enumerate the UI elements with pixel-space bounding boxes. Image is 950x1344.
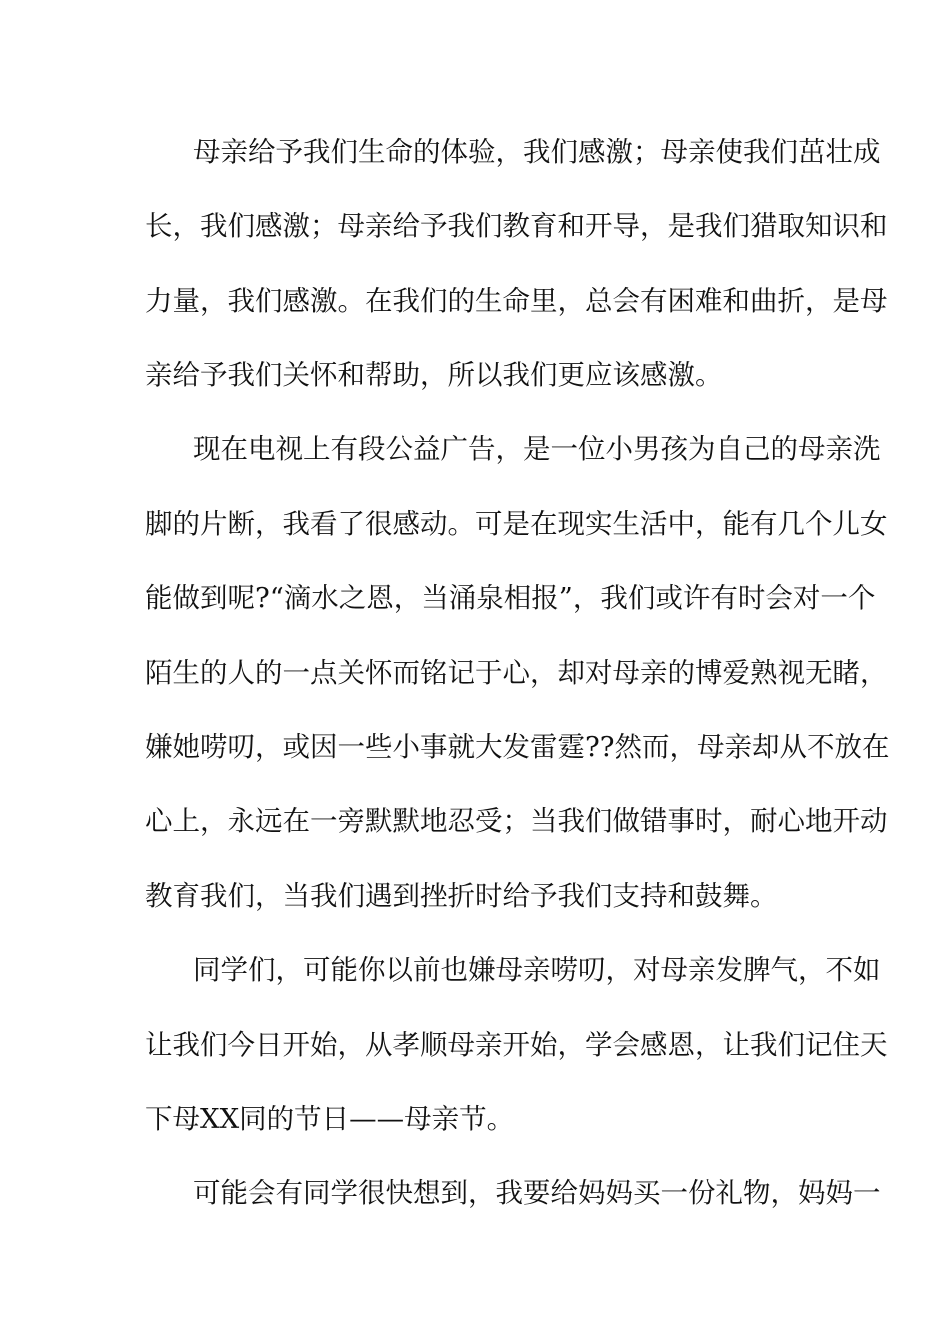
line-text: 同学们，可能你以前也嫌母亲唠叨，对母亲发脾气，不如 <box>193 954 881 986</box>
line-text: 长，我们感激；母亲给予我们教育和开导，是我们猎取知识和 <box>145 210 888 242</box>
paragraph-2-line-7 <box>0 876 950 916</box>
line-text: 现在电视上有段公益广告，是一位小男孩为自己的母亲洗 <box>193 433 881 465</box>
paragraph-3-line-2 <box>0 1025 950 1065</box>
line-text: 脚的片断，我看了很感动。可是在现实生活中，能有几个儿女 <box>145 508 888 540</box>
paragraph-1-line-3 <box>0 281 950 321</box>
line-text: 下母XX同的节日——母亲节。 <box>145 1103 515 1135</box>
paragraph-4-line-1 <box>0 1173 950 1213</box>
line-text: 教育我们，当我们遇到挫折时给予我们支持和鼓舞。 <box>145 880 778 912</box>
paragraph-2-line-3 <box>0 578 950 618</box>
line-text: 嫌她唠叨，或因一些小事就大发雷霆??然而，母亲却从不放在 <box>145 731 890 763</box>
line-text: 能做到呢?“滴水之恩，当涌泉相报”，我们或许有时会对一个 <box>145 582 876 614</box>
line-text: 可能会有同学很快想到，我要给妈妈买一份礼物，妈妈一 <box>193 1177 881 1209</box>
line-text: 陌生的人的一点关怀而铭记于心，却对母亲的博爱熟视无睹， <box>145 657 888 689</box>
paragraph-2-line-4 <box>0 653 950 693</box>
paragraph-3-line-1 <box>0 950 950 990</box>
paragraph-1-line-4 <box>0 355 950 395</box>
line-text: 心上，永远在一旁默默地忍受；当我们做错事时，耐心地开动 <box>145 805 888 837</box>
paragraph-1-line-1 <box>0 132 950 172</box>
paragraph-2-line-6 <box>0 801 950 841</box>
line-text: 让我们今日开始，从孝顺母亲开始，学会感恩，让我们记住天 <box>145 1029 888 1061</box>
paragraph-3-line-3 <box>0 1099 950 1139</box>
paragraph-2-line-1 <box>0 429 950 469</box>
paragraph-1-line-2 <box>0 206 950 246</box>
line-text: 亲给予我们关怀和帮助，所以我们更应该感激。 <box>145 359 723 391</box>
line-text: 母亲给予我们生命的体验，我们感激；母亲使我们茁壮成 <box>193 136 881 168</box>
paragraph-2-line-5 <box>0 727 950 767</box>
line-text: 力量，我们感激。在我们的生命里，总会有困难和曲折，是母 <box>145 285 888 317</box>
paragraph-2-line-2 <box>0 504 950 544</box>
